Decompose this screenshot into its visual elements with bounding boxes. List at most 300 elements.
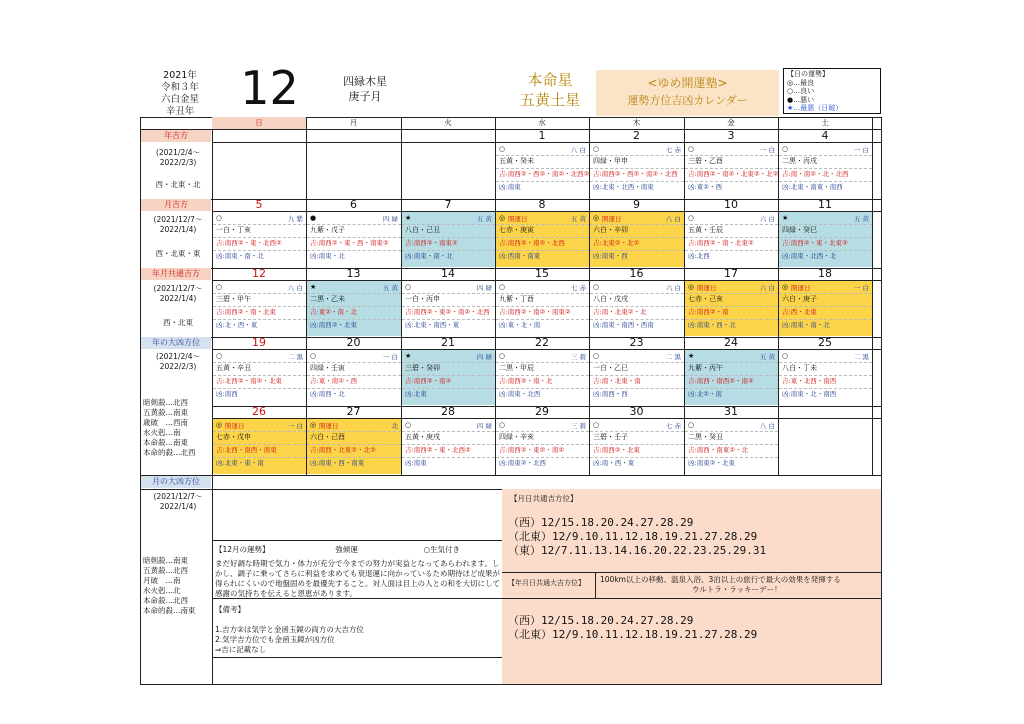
day-number: 14 — [441, 267, 455, 280]
day-number: 17 — [724, 267, 738, 280]
fortune-mark: ○ — [499, 352, 506, 360]
day-star: 六 白 — [759, 284, 775, 292]
bad-directions: 凶:南東・西・南東 — [310, 459, 365, 467]
day-cell[interactable] — [685, 419, 778, 474]
common-big-title: 【年月日共通大吉方位】 — [508, 579, 585, 587]
fortune-mark: ○ — [405, 421, 412, 429]
cell-header — [498, 283, 587, 293]
bad-line: 本命殺…南東 — [143, 438, 188, 447]
day-cell[interactable] — [590, 212, 684, 267]
day-cell[interactable] — [402, 281, 495, 336]
cell-header — [781, 283, 870, 293]
good-directions: 吉:南西②・西②・南②・北西② — [499, 170, 590, 178]
grid-line — [140, 475, 882, 476]
fortune-mark: ○ — [688, 145, 695, 153]
month-star — [330, 74, 400, 104]
cell-header — [781, 352, 870, 362]
fortune-title: 【12月の運勢】 — [215, 545, 270, 554]
period-line: (2021/12/7～ — [153, 215, 203, 224]
month-star-line: 庚子月 — [348, 90, 382, 103]
bad-line: 本命的殺…南東 — [143, 606, 196, 615]
day-cell[interactable] — [779, 143, 872, 198]
good-directions: 吉:南西②・東②・南② — [499, 446, 565, 454]
bad-directions: 凶:東・北・南 — [499, 321, 541, 329]
bad-directions: 凶:南東・南・北 — [405, 252, 453, 260]
lucky-day-label: 開運日 — [791, 284, 811, 292]
day-stem: 六白・辛卯 — [593, 226, 628, 234]
common-big-list — [508, 614, 757, 642]
period-line: 2022/1/4) — [159, 502, 197, 511]
common-days-title: 【月日共通吉方位】 — [510, 494, 578, 503]
good-directions: 吉:北西・南西・南東 — [216, 446, 277, 454]
day-stem: 九紫・戊子 — [310, 226, 345, 234]
period-line: (2021/2/4～ — [155, 352, 201, 361]
fortune-mark: ○ — [782, 352, 789, 360]
cell-header — [592, 421, 682, 431]
cell-header — [215, 421, 304, 431]
period-line: 2022/1/4) — [159, 225, 197, 234]
year-period — [143, 148, 213, 168]
fortune-mark: ○ — [499, 145, 506, 153]
bad-directions: 凶:南西・西 — [593, 390, 628, 398]
fortune-mark: ◎ — [593, 214, 600, 222]
bad-line: 歳破 …西南 — [143, 418, 188, 427]
day-stem: 七赤・戊申 — [216, 433, 251, 441]
day-number: 15 — [535, 267, 549, 280]
good-directions: 吉:南西②・東・北西② — [405, 446, 471, 454]
day-star: 一 白 — [853, 146, 869, 154]
day-number: 3 — [727, 129, 735, 142]
desc-line: ウルトラ・ラッキーデー！ — [692, 585, 782, 594]
day-number: 2 — [633, 129, 640, 142]
bad-line: 暗剣殺…北西 — [143, 398, 188, 407]
day-star: 八 白 — [287, 284, 303, 292]
day-star: 九 紫 — [287, 215, 303, 223]
fortune-mark: ○ — [593, 145, 600, 153]
day-star: 八 白 — [665, 215, 681, 223]
day-number: 12 — [252, 267, 266, 280]
cell-header — [781, 214, 870, 224]
good-directions: 吉:南西②・南②・北西 — [499, 239, 565, 247]
day-number: 7 — [444, 198, 452, 211]
day-stem: 七赤・己亥 — [688, 295, 723, 303]
lucky-day-label: 開運日 — [602, 215, 622, 223]
day-cell[interactable] — [307, 419, 401, 474]
day-star: 五 黄 — [853, 215, 869, 223]
grid-line — [872, 117, 873, 475]
day-stem: 二黒・甲辰 — [499, 364, 534, 372]
day-star: 五 黄 — [476, 215, 492, 223]
good-directions: 吉:東・南②・西 — [310, 377, 358, 385]
fortune-mark: ★ — [688, 352, 695, 360]
year-line: 令和３年 — [160, 82, 199, 93]
good-directions: 吉:南西②・南②・南東② — [499, 308, 571, 316]
day-stem: 三碧・壬子 — [593, 433, 628, 441]
day-cell[interactable] — [307, 212, 401, 267]
notes-line: 2.気学吉方位でも金函玉鏡が凶方位 — [215, 635, 335, 644]
day-stem: 五黄・辛丑 — [216, 364, 251, 372]
day-number: 31 — [724, 405, 738, 418]
day-number: 29 — [535, 405, 549, 418]
cell-header — [687, 421, 776, 431]
day-cell[interactable] — [402, 350, 495, 405]
day-cell[interactable] — [496, 143, 589, 198]
yearbad-period — [143, 352, 213, 372]
bad-directions: 凶:東②・西 — [688, 183, 723, 191]
day-number: 27 — [346, 405, 361, 418]
good-directions: 吉:北西②・南②・北東 — [216, 377, 282, 385]
day-star: 二 黒 — [853, 353, 869, 361]
bad-directions: 凶:南西 — [216, 390, 238, 398]
cell-header — [592, 352, 682, 362]
day-cell[interactable] — [496, 419, 589, 474]
day-star: 三 碧 — [570, 422, 586, 430]
lucky-day-label: 開運日 — [225, 422, 245, 430]
day-cell[interactable] — [779, 281, 872, 336]
day-cell[interactable] — [590, 143, 684, 198]
day-star: 四 緑 — [476, 284, 492, 292]
good-directions: 吉:南西②・東・北西② — [216, 239, 282, 247]
bad-directions: 凶:南西②・北東 — [310, 321, 358, 329]
cell-header — [215, 283, 304, 293]
common-directions: 西・北東 — [163, 318, 193, 327]
good-directions: 吉:南西②・南 — [688, 308, 729, 316]
day-star: 五 黄 — [570, 215, 586, 223]
period-line: (2021/12/7～ — [153, 284, 203, 293]
fortune-text: まだ好調な時期で気力・体力が充分で今までの努力が実益となってあらわれます。しかし、調子に乗ってさらに利益を求めても衰退運に向かっているため期待ほど成果が得られにくいので地盤固めを最優先すること。対人面は目上の人との和を大切にして感謝の気持ちを伝えると恩恵があります。 — [215, 559, 500, 598]
day-stem: 四緑・癸巳 — [782, 226, 817, 234]
fortune-mark: ◎ — [310, 421, 317, 429]
grid-line — [212, 540, 502, 541]
date-line: （西）12/15.18.20.24.27.28.29 — [508, 614, 694, 627]
bad-directions: 凶:南東・西・北 — [688, 321, 736, 329]
bad-directions: 凶:南東②・北西 — [499, 459, 547, 467]
honmei-line: 本命星 — [527, 71, 573, 89]
good-directions: 吉:南西②・南東② — [405, 239, 458, 247]
day-number: 22 — [535, 336, 549, 349]
legend-item: ●…悪い — [787, 95, 815, 104]
day-cell[interactable] — [496, 281, 589, 336]
section-month-good: 月吉方 — [141, 199, 211, 211]
weekday-3: 水 — [538, 118, 546, 127]
month-directions: 西・北東・東 — [155, 249, 201, 258]
day-stem: 一白・丙申 — [405, 295, 440, 303]
weekday-5: 金 — [727, 118, 735, 127]
day-stem: 七赤・庚寅 — [499, 226, 534, 234]
bad-line: 五黄殺…南東 — [143, 408, 188, 417]
fortune-mark: ★ — [310, 283, 317, 291]
bad-directions: 凶:南東 — [405, 459, 427, 467]
day-star: 七 赤 — [665, 422, 681, 430]
date-line: （東）12/7.11.13.14.16.20.22.23.25.29.31 — [508, 544, 767, 557]
bad-directions: 凶:北東・南東・南西 — [782, 183, 843, 191]
day-star: 七 赤 — [570, 284, 586, 292]
cell-header — [309, 421, 399, 431]
day-star: 七 赤 — [665, 146, 681, 154]
day-stem: 六白・庚子 — [782, 295, 817, 303]
day-star: 一 白 — [759, 146, 775, 154]
cell-header — [592, 145, 682, 155]
fortune-mark: ★ — [405, 352, 412, 360]
weekday-0: 日 — [212, 117, 306, 129]
good-directions: 吉:南西②・南・北 — [499, 377, 553, 385]
divider — [595, 572, 596, 598]
day-stem: 四緑・甲申 — [593, 157, 628, 165]
good-directions: 吉:南西・北東②・北② — [310, 446, 376, 454]
fortune-mark: ○ — [499, 283, 506, 291]
lucky-day-label: 開運日 — [508, 215, 528, 223]
fortune-mark: ○ — [593, 421, 600, 429]
good-directions: 吉:西・北東 — [782, 308, 817, 316]
day-cell[interactable] — [685, 212, 778, 267]
good-directions: 吉:南西②・東・北東② — [782, 239, 848, 247]
cell-header — [498, 352, 587, 362]
common-big-desc — [600, 575, 841, 595]
day-cell[interactable] — [496, 350, 589, 405]
day-cell[interactable] — [779, 212, 872, 267]
day-number: 20 — [346, 336, 361, 349]
day-star: 三 碧 — [570, 353, 586, 361]
bad-directions: 凶:南東・北・南西 — [782, 390, 837, 398]
day-star: 六 白 — [665, 284, 681, 292]
day-stem: 九紫・丁酉 — [499, 295, 534, 303]
day-number: 8 — [538, 198, 546, 211]
date-line: （北東）12/9.10.11.12.18.19.21.27.28.29 — [508, 530, 758, 543]
section-year-good: 年吉方 — [141, 130, 211, 142]
day-star: 四 緑 — [382, 215, 398, 223]
yearbad-list — [143, 398, 215, 458]
day-number: 6 — [350, 198, 357, 211]
cell-header — [498, 214, 587, 224]
bad-line: 暗剣殺…南東 — [143, 556, 188, 565]
day-number: 5 — [255, 198, 263, 211]
good-directions: 吉:北東②・北② — [593, 239, 640, 247]
good-directions: 吉:南・南②・北・北西 — [782, 170, 849, 178]
day-star: 五 黄 — [382, 284, 398, 292]
grid-line — [778, 406, 779, 475]
day-number: 25 — [818, 336, 832, 349]
notes — [215, 605, 500, 655]
fortune-mark: ○ — [688, 421, 695, 429]
day-star: 八 白 — [759, 422, 775, 430]
day-number: 1 — [538, 129, 546, 142]
year-directions: 西・北東・北 — [155, 180, 201, 189]
fortune-mark: ○ — [499, 421, 506, 429]
legend — [783, 68, 881, 114]
good-directions: 吉:南西②・南・北東② — [688, 239, 754, 247]
legend-item: ★…最悪（日破） — [787, 104, 843, 112]
bad-line: 水火剋…南 — [143, 428, 181, 437]
weekday-4: 木 — [632, 118, 641, 127]
fortune-mark: ★ — [782, 214, 789, 222]
cell-header — [498, 145, 587, 155]
day-cell[interactable] — [496, 212, 589, 267]
day-number: 24 — [724, 336, 738, 349]
lucky-day-label: 開運日 — [697, 284, 717, 292]
common-days-list — [508, 516, 766, 558]
period-line: 2022/1/4) — [159, 294, 197, 303]
day-stem: 四緑・壬寅 — [310, 364, 345, 372]
month-star-line: 四緑木星 — [343, 75, 387, 88]
day-cell[interactable] — [685, 281, 778, 336]
cell-header — [404, 283, 493, 293]
day-cell[interactable] — [213, 350, 306, 405]
legend-item: ◎…最良 — [787, 78, 815, 87]
day-number: 18 — [818, 267, 832, 280]
fortune-mark: ○ — [593, 283, 600, 291]
good-directions: 吉:南西②・南・北東 — [216, 308, 277, 316]
day-star: 八 白 — [570, 146, 586, 154]
day-number: 11 — [818, 198, 832, 211]
cell-header — [687, 145, 776, 155]
cell-header — [404, 214, 493, 224]
bad-directions: 凶:西南・南東 — [499, 252, 541, 260]
good-directions: 吉:南西②・北東 — [593, 446, 641, 454]
day-star: 四 緑 — [476, 353, 492, 361]
day-stem: 一白・乙巳 — [593, 364, 628, 372]
day-star: 北 — [391, 422, 398, 430]
bad-directions: 凶:南東②・北東 — [688, 459, 736, 467]
bad-directions: 凶:北②・南 — [688, 390, 723, 398]
period-line: (2021/12/7～ — [153, 492, 203, 501]
day-stem: 三碧・甲午 — [216, 295, 251, 303]
fortune-mark: ○ — [405, 283, 412, 291]
fortune-mark: ◎ — [499, 214, 506, 222]
notes-line: 1.吉方②は気学と金函玉鏡の両方の大吉方位 — [215, 625, 364, 634]
day-number: 13 — [346, 267, 361, 280]
notes-title: 【備考】 — [215, 605, 245, 614]
fortune-mark: ★ — [405, 214, 412, 222]
period-line: 2022/2/3) — [159, 362, 197, 371]
bad-directions: 凶:南東・西 — [593, 252, 628, 260]
fortune-sub1: 強傾運 — [335, 545, 358, 554]
grid-line — [212, 657, 502, 658]
day-stem: 二黒・癸丑 — [688, 433, 723, 441]
cell-header — [309, 283, 399, 293]
day-number: 26 — [252, 405, 266, 418]
day-cell[interactable] — [590, 281, 684, 336]
year-line: 辛丑年 — [165, 106, 195, 117]
day-star: 四 緑 — [476, 422, 492, 430]
weekday-1: 月 — [349, 118, 358, 127]
day-stem: 五黄・壬辰 — [688, 226, 723, 234]
day-stem: 九紫・丙午 — [688, 364, 723, 372]
good-directions: 吉:南西②・東・西・南東② — [310, 239, 389, 247]
day-stem: 二黒・丙戌 — [782, 157, 817, 165]
day-cell[interactable] — [213, 281, 306, 336]
legend-item: ○…良い — [787, 87, 815, 95]
bad-directions: 凶:北東 — [405, 390, 427, 398]
day-stem: 四緑・辛亥 — [499, 433, 534, 441]
notes-line: ⇒吉に記載なし — [215, 645, 267, 654]
day-cell[interactable] — [307, 281, 401, 336]
day-number: 28 — [441, 405, 455, 418]
good-directions: 吉:南・北東・南 — [593, 377, 641, 385]
section-common-good: 年月共通吉方 — [141, 268, 211, 280]
month-number: 12 — [240, 61, 299, 115]
day-cell[interactable] — [402, 212, 495, 267]
fortune-mark: ○ — [688, 214, 695, 222]
fortune-mark: ○ — [216, 352, 223, 360]
cell-header — [498, 421, 587, 431]
month-fortune — [215, 545, 500, 599]
day-star: 一 白 — [853, 284, 869, 292]
weekday-6: 土 — [821, 118, 829, 127]
day-number: 16 — [629, 267, 644, 280]
good-directions: 吉:東・北西・南西 — [782, 377, 837, 385]
year-line: 六白金星 — [160, 94, 199, 105]
day-cell[interactable] — [213, 419, 306, 474]
bad-directions: 凶:南・西・東 — [593, 459, 635, 467]
good-directions: 吉:東②・南・北 — [310, 308, 358, 316]
bad-line: 月破 …南 — [143, 576, 181, 585]
day-cell[interactable] — [402, 419, 495, 474]
year-line: 2021年 — [163, 70, 197, 81]
day-star: 六 白 — [759, 215, 775, 223]
cell-header — [687, 352, 776, 362]
desc-line: 100km以上の移動、温泉入浴、3泊以上の旅行で最大の効果を発揮する — [600, 575, 841, 584]
cell-header — [404, 421, 493, 431]
calendar-subtitle: 運勢方位吉凶カレンダー — [627, 94, 748, 107]
day-number: 9 — [633, 198, 640, 211]
bad-directions: 凶:北東・北西・南東 — [593, 183, 654, 191]
day-cell[interactable] — [213, 212, 306, 267]
day-number: 23 — [629, 336, 644, 349]
day-cell[interactable] — [590, 419, 684, 474]
cell-header — [781, 145, 870, 155]
fortune-mark: ○ — [216, 283, 223, 291]
fortune-mark: ○ — [310, 352, 317, 360]
day-cell[interactable] — [685, 350, 778, 405]
bad-directions: 凶:南東・北西・北 — [782, 252, 837, 260]
bad-line: 本命殺…北西 — [143, 596, 188, 605]
good-directions: 吉:南西②・東②・南②・北西 — [405, 308, 490, 316]
cell-header — [592, 283, 682, 293]
fortune-mark: ◎ — [688, 283, 695, 291]
cell-header — [215, 214, 304, 224]
day-cell[interactable] — [590, 350, 684, 405]
date-line: （西）12/15.18.20.24.27.28.29 — [508, 516, 694, 529]
bad-line: 水火剋…北 — [143, 586, 181, 595]
bad-directions: 凶:南東 — [499, 183, 521, 191]
day-stem: 八白・戊戌 — [593, 295, 628, 303]
day-number: 21 — [441, 336, 455, 349]
bad-line: 五黄殺…北西 — [143, 566, 188, 575]
good-directions: 吉:南西②・南②・北東②・北② — [688, 170, 779, 178]
day-cell[interactable] — [779, 350, 872, 405]
bad-directions: 凶:南東・北西 — [499, 390, 541, 398]
divider — [502, 598, 881, 599]
good-directions: 吉:南西②・南② — [405, 377, 452, 385]
bad-directions: 凶:南東・南西・西南 — [593, 321, 654, 329]
cell-header — [687, 283, 776, 293]
month-period — [143, 215, 213, 235]
day-cell[interactable] — [685, 143, 778, 198]
day-star: 二 黒 — [665, 353, 681, 361]
fortune-mark: ○ — [216, 214, 223, 222]
day-number: 10 — [724, 198, 738, 211]
cell-header — [592, 214, 682, 224]
fortune-mark: ○ — [593, 352, 600, 360]
day-number: 30 — [629, 405, 644, 418]
weekday-2: 火 — [444, 118, 452, 127]
calendar-title: <ゆめ開運塾> — [647, 76, 728, 90]
year-info — [150, 70, 210, 118]
day-star: 一 白 — [382, 353, 398, 361]
day-cell[interactable] — [307, 350, 401, 405]
bad-directions: 凶:南東・南・北 — [216, 252, 264, 260]
bad-directions: 凶:北東・東・南 — [216, 459, 264, 467]
